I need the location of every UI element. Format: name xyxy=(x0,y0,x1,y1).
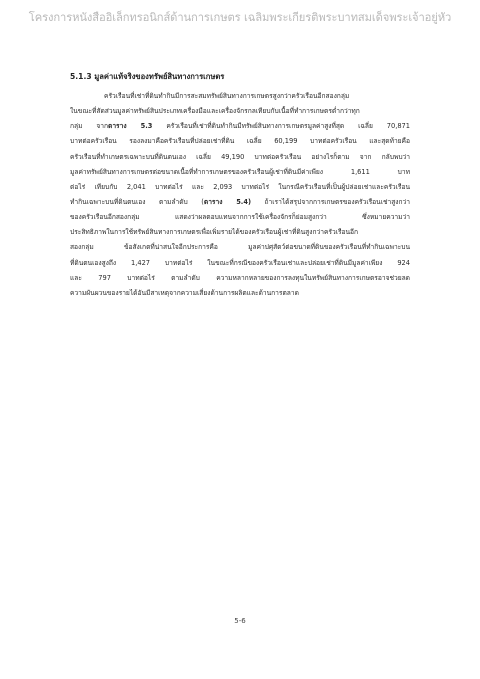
body-paragraph xyxy=(70,89,410,301)
table-reference: ตาราง 5.3 xyxy=(108,122,153,131)
paragraph-line: ครัวเรือนที่เช่าที่ดินทำกินมีการสะสมทรัพย์สินทางการเกษตรสูงกว่าครัวเรือนอีกสองกลุ่ม xyxy=(104,92,350,100)
paragraph-line: ของครัวเรือนอีกสองกลุ่ม แสดงว่าผลตอบแทนจากการใช้เครื่องจักรก็ย่อมสูงกว่า ซึ่งหมายความว่า xyxy=(70,213,410,222)
paragraph-line: ต่อไร่ เทียบกับ 2,041 บาทต่อไร่ และ 2,093 บาทต่อไร่ ในกรณีครัวเรือนที่เป็นผู้ปล่อยเช่าและครัวเรือน xyxy=(70,182,410,191)
paragraph-line: มูลค่าทรัพย์สินทางการเกษตรต่อขนาดเนื้อที่ทำการเกษตรของครัวเรือนผู้เช่าที่ดินมีค่าเพียง 1,611 บาท xyxy=(70,167,410,176)
paragraph-line: ที่ดินตนเองสูงถึง 1,427 บาทต่อไร่ ในขณะที่กรณีของครัวเรือนเช่าและปล่อยเช่าที่ดินมีมูลค่าเพียง 924 xyxy=(70,258,410,267)
paragraph-line xyxy=(70,195,410,210)
line-text: ครัวเรือนที่เช่าที่ดินทำกินมีทรัพย์สินทางการเกษตรมูลค่าสูงที่สุด เฉลี่ย 70,871 xyxy=(152,122,410,131)
line-text: กลุ่ม จาก xyxy=(70,122,108,131)
paragraph-line: และ 797 บาทต่อไร่ ตามลำดับ ความหลากหลายของการลงทุนในทรัพย์สินทางการเกษตรอาจช่วยลด xyxy=(70,273,410,282)
paragraph-line: ประสิทธิภาพในการใช้ทรัพย์สินทางการเกษตรเพื่อเพิ่มรายได้ของครัวเรือนผู้เช่าที่ดินสูงกว่าครัวเรือนอีก xyxy=(70,228,359,237)
paragraph-line: บาทต่อครัวเรือน รองลงมาคือครัวเรือนที่ปล่อยเช่าที่ดิน เฉลี่ย 60,199 บาทต่อครัวเรือน และสุดท้ายคือ xyxy=(70,137,410,146)
paragraph-line: สองกลุ่ม ข้อสังเกตที่น่าสนใจอีกประการคือ มูลค่าปศุสัตว์ต่อขนาดที่ดินของครัวเรือนที่ทำกินเฉพาะบน xyxy=(70,243,410,252)
line-text: ถ้าเราได้สรุปจากการเกษตรของครัวเรือนเช่าสูงกว่า xyxy=(251,197,410,206)
paragraph-line: ความผันผวนของรายได้อันมีสาเหตุจากความเสี่ยงด้านการผลิตและด้านการตลาด xyxy=(70,288,299,297)
paragraph-line xyxy=(70,119,410,134)
paragraph-line: ในขณะที่สัดส่วนมูลค่าทรัพย์สินประเภทเครื่องมือและเครื่องจักรกลเทียบกับเนื้อที่ทำการเกษตรต่ำกว่าทุก xyxy=(70,107,360,116)
table-reference: ตาราง 5.4) xyxy=(203,197,251,206)
line-text: ทำกินเฉพาะบนที่ดินตนเอง ตามลำดับ ( xyxy=(70,197,204,206)
running-header: โครงการหนังสืออิเล็กทรอนิกส์ด้านการเกษตร เฉลิมพระเกียรติพระบาทสมเด็จพระเจ้าอยู่หัว xyxy=(28,11,452,24)
page-number: 5-6 xyxy=(234,617,246,625)
section-title: 5.1.3 มูลค่าแท้จริงของทรัพย์สินทางการเกษตร xyxy=(70,72,225,81)
paragraph-line: ครัวเรือนที่ทำเกษตรเฉพาะบนที่ดินตนเอง เฉลี่ย 49,190 บาทต่อครัวเรือน อย่างไรก็ตาม จาก กลับพบว่า xyxy=(70,152,410,161)
